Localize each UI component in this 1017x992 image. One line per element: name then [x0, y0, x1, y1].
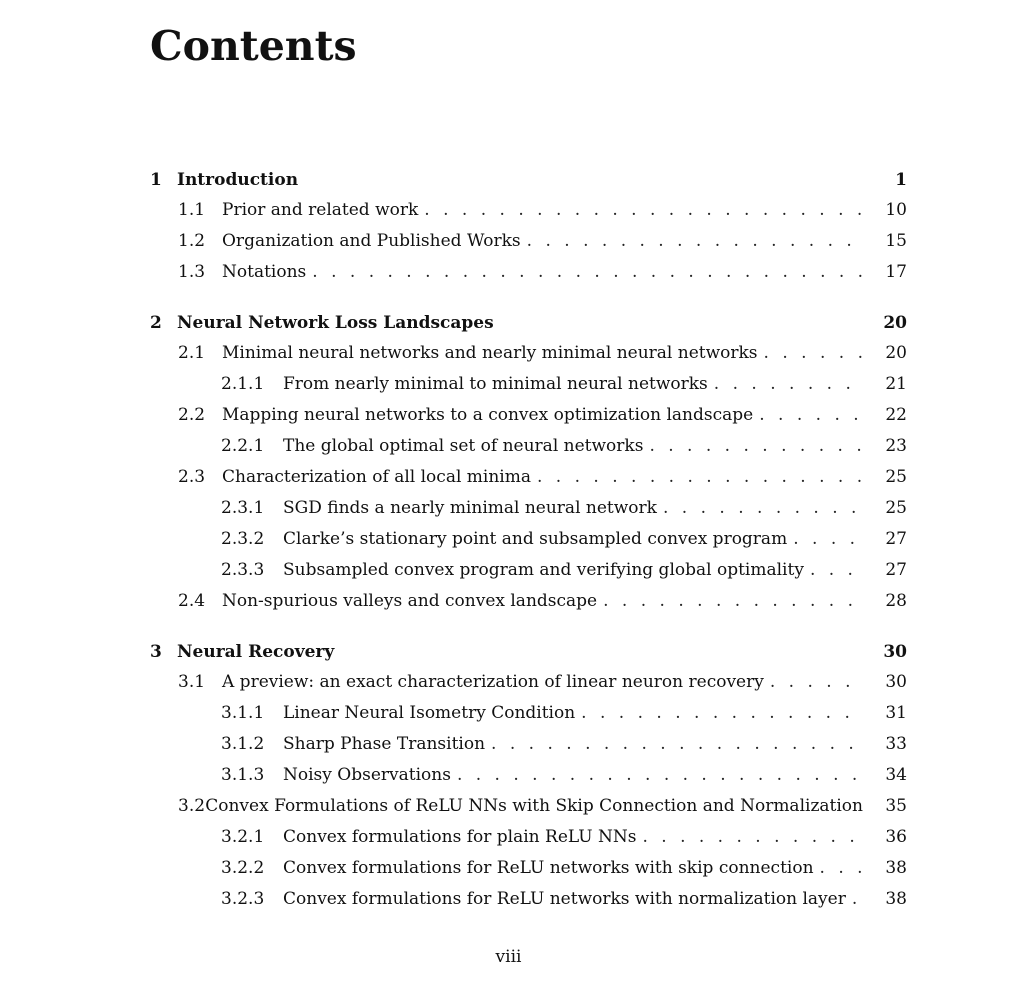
toc-subsection[interactable]	[147, 822, 907, 853]
subsection-number: 2.3.2	[221, 529, 265, 549]
subsection-page: 23	[885, 436, 907, 456]
leader-dots	[657, 493, 863, 524]
section-page: 15	[885, 231, 907, 251]
table-of-contents	[147, 165, 907, 915]
page-title: Contents	[150, 22, 357, 70]
subsection-number: 3.1.3	[221, 765, 265, 785]
toc-section[interactable]	[147, 226, 907, 257]
toc-subsection[interactable]	[147, 853, 907, 884]
leader-dots	[575, 698, 863, 729]
subsection-title: Sharp Phase Transition	[283, 734, 486, 754]
toc-subsection[interactable]	[147, 369, 907, 400]
toc-subsection[interactable]	[147, 555, 907, 586]
subsection-page: 27	[885, 560, 907, 580]
section-title: Non-spurious valleys and convex landscape	[222, 591, 598, 611]
leader-dots	[708, 369, 863, 400]
leader-dots	[451, 760, 863, 791]
toc-subsection[interactable]	[147, 698, 907, 729]
toc-subsection[interactable]	[147, 760, 907, 791]
subsection-page: 33	[885, 734, 907, 754]
section-number: 3.1	[178, 672, 206, 692]
leader-dots	[306, 257, 863, 288]
section-number: 2.2	[178, 405, 206, 425]
subsection-title: Noisy Observations	[283, 765, 451, 785]
subsection-page: 21	[885, 374, 907, 394]
section-number: 3.2	[178, 796, 206, 816]
leader-dots	[597, 586, 863, 617]
section-page: 25	[885, 467, 907, 487]
leader-dots	[787, 524, 863, 555]
section-title: Characterization of all local minima	[222, 467, 531, 487]
leader-dots	[521, 226, 863, 257]
toc-section[interactable]	[147, 667, 907, 698]
toc-chapter[interactable]	[147, 637, 907, 667]
chapter-title: Neural Network Loss Landscapes	[177, 313, 494, 333]
subsection-number: 2.3.1	[221, 498, 265, 518]
chapter-number: 2	[150, 313, 162, 333]
chapter-page: 30	[883, 642, 907, 662]
section-title: Organization and Published Works	[222, 231, 521, 251]
section-number: 1.1	[178, 200, 206, 220]
subsection-number: 2.3.3	[221, 560, 265, 580]
subsection-title: Linear Neural Isometry Condition	[283, 703, 576, 723]
leader-dots	[418, 195, 863, 226]
leader-dots	[764, 667, 863, 698]
section-number: 2.4	[178, 591, 206, 611]
section-page: 22	[885, 405, 907, 425]
leader-dots	[636, 822, 863, 853]
subsection-number: 3.2.2	[221, 858, 265, 878]
leader-dots	[814, 853, 863, 884]
leader-dots	[531, 462, 863, 493]
subsection-number: 3.1.2	[221, 734, 265, 754]
section-number: 2.3	[178, 467, 206, 487]
chapter-number: 3	[150, 642, 162, 662]
subsection-page: 31	[885, 703, 907, 723]
subsection-title: Subsampled convex program and verifying global optimality	[283, 560, 804, 580]
chapter-page: 1	[895, 170, 907, 190]
subsection-number: 3.1.1	[221, 703, 265, 723]
subsection-number: 2.2.1	[221, 436, 265, 456]
subsection-title: Convex formulations for ReLU networks with skip connection	[283, 858, 814, 878]
section-page: 10	[885, 200, 907, 220]
leader-dots	[753, 400, 863, 431]
subsection-title: Convex formulations for plain ReLU NNs	[283, 827, 637, 847]
section-title: Mapping neural networks to a convex optimization landscape	[222, 405, 754, 425]
section-page: 17	[885, 262, 907, 282]
toc-section[interactable]	[147, 791, 907, 822]
chapter-page: 20	[883, 313, 907, 333]
toc-subsection[interactable]	[147, 431, 907, 462]
section-page: 30	[885, 672, 907, 692]
leader-dots	[485, 729, 863, 760]
chapter-number: 1	[150, 170, 162, 190]
subsection-number: 2.1.1	[221, 374, 265, 394]
subsection-page: 38	[885, 858, 907, 878]
toc-section[interactable]	[147, 257, 907, 288]
subsection-page: 27	[885, 529, 907, 549]
section-title: Minimal neural networks and nearly minimal neural networks	[222, 343, 758, 363]
chapter-title: Introduction	[177, 170, 299, 190]
subsection-title: From nearly minimal to minimal neural networks	[283, 374, 708, 394]
subsection-title: Convex formulations for ReLU networks with normalization layer	[283, 889, 846, 909]
toc-section[interactable]	[147, 586, 907, 617]
leader-dots	[758, 338, 863, 369]
section-title: Notations	[222, 262, 307, 282]
section-page: 20	[885, 343, 907, 363]
toc-subsection[interactable]	[147, 524, 907, 555]
section-number: 1.2	[178, 231, 206, 251]
chapter-title: Neural Recovery	[177, 642, 335, 662]
subsection-page: 38	[885, 889, 907, 909]
section-number: 1.3	[178, 262, 206, 282]
toc-subsection[interactable]	[147, 884, 907, 915]
toc-chapter[interactable]	[147, 165, 907, 195]
subsection-page: 25	[885, 498, 907, 518]
toc-section[interactable]	[147, 400, 907, 431]
leader-dots	[643, 431, 863, 462]
leader-dots	[846, 884, 863, 915]
toc-subsection[interactable]	[147, 729, 907, 760]
page-number: viii	[495, 947, 522, 967]
subsection-title: SGD finds a nearly minimal neural network	[283, 498, 657, 518]
leader-dots	[804, 555, 863, 586]
section-title: Convex Formulations of ReLU NNs with Skip Connection and Normalization	[205, 796, 863, 816]
section-title: Prior and related work	[222, 200, 419, 220]
section-page: 35	[885, 796, 907, 816]
section-title: A preview: an exact characterization of linear neuron recovery	[222, 672, 764, 692]
subsection-page: 34	[885, 765, 907, 785]
toc-section[interactable]	[147, 338, 907, 369]
subsection-number: 3.2.3	[221, 889, 265, 909]
section-page: 28	[885, 591, 907, 611]
subsection-title: The global optimal set of neural networks	[283, 436, 644, 456]
subsection-number: 3.2.1	[221, 827, 265, 847]
toc-section[interactable]	[147, 195, 907, 226]
toc-subsection[interactable]	[147, 493, 907, 524]
toc-section[interactable]	[147, 462, 907, 493]
toc-chapter[interactable]	[147, 308, 907, 338]
subsection-title: Clarke’s stationary point and subsampled convex program	[283, 529, 788, 549]
subsection-page: 36	[885, 827, 907, 847]
section-number: 2.1	[178, 343, 206, 363]
